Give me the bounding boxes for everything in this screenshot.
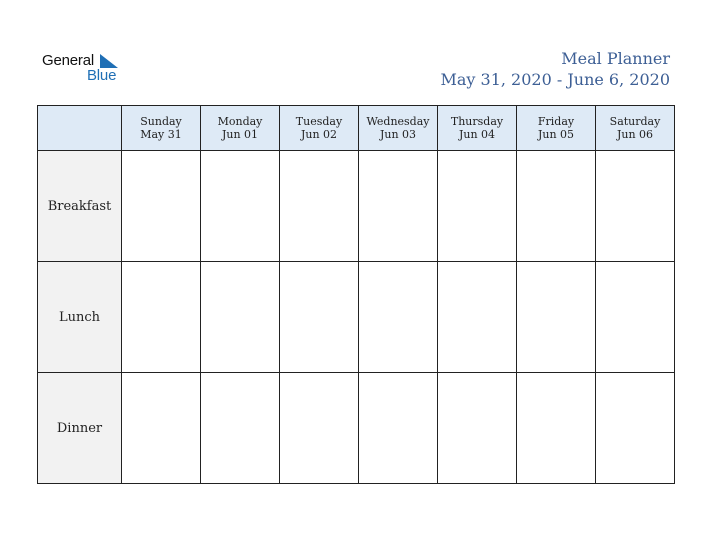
meal-cell[interactable]	[596, 151, 675, 262]
meal-cell[interactable]	[438, 262, 517, 373]
meal-cell[interactable]	[596, 262, 675, 373]
meal-cell[interactable]	[122, 151, 201, 262]
day-header-thursday	[438, 106, 517, 151]
meal-cell[interactable]	[280, 262, 359, 373]
header-row	[38, 106, 675, 151]
date-range: May 31, 2020 - June 6, 2020	[440, 70, 670, 89]
day-date: Jun 03	[379, 128, 417, 141]
meal-cell[interactable]	[517, 262, 596, 373]
day-date: Jun 06	[616, 128, 654, 141]
meal-cell[interactable]	[359, 262, 438, 373]
meal-label: Dinner	[38, 373, 122, 484]
day-name: Wednesday	[366, 115, 430, 128]
corner-cell	[38, 106, 122, 151]
logo-triangle-icon	[100, 54, 118, 68]
meal-cell[interactable]	[280, 151, 359, 262]
day-header-monday	[201, 106, 280, 151]
day-name: Tuesday	[295, 115, 343, 128]
meal-cell[interactable]	[280, 373, 359, 484]
meal-cell[interactable]	[359, 151, 438, 262]
day-date: Jun 04	[458, 128, 496, 141]
page-title: Meal Planner	[561, 49, 670, 68]
logo-text-blue: Blue	[87, 67, 117, 84]
meal-cell[interactable]	[201, 262, 280, 373]
day-name: Thursday	[450, 115, 504, 128]
day-header-wednesday	[359, 106, 438, 151]
generalblue-logo	[42, 52, 132, 88]
meal-planner-grid	[37, 105, 675, 484]
meal-cell[interactable]	[359, 373, 438, 484]
day-date: Jun 05	[537, 128, 575, 141]
meal-row-lunch	[38, 262, 675, 373]
meal-cell[interactable]	[201, 151, 280, 262]
meal-cell[interactable]	[201, 373, 280, 484]
logo-text-general: General	[42, 52, 94, 69]
day-header-tuesday	[280, 106, 359, 151]
meal-label: Lunch	[38, 262, 122, 373]
meal-label: Breakfast	[38, 151, 122, 262]
day-name: Friday	[537, 115, 575, 128]
day-name: Sunday	[140, 115, 182, 128]
meal-cell[interactable]	[438, 151, 517, 262]
day-date: Jun 01	[221, 128, 259, 141]
page-title-block	[440, 49, 670, 91]
day-name: Monday	[217, 115, 263, 128]
meal-cell[interactable]	[438, 373, 517, 484]
meal-row-dinner	[38, 373, 675, 484]
day-date: May 31	[140, 128, 182, 141]
meal-row-breakfast	[38, 151, 675, 262]
day-name: Saturday	[609, 115, 661, 128]
day-header-sunday	[122, 106, 201, 151]
meal-cell[interactable]	[517, 151, 596, 262]
meal-cell[interactable]	[122, 262, 201, 373]
meal-cell[interactable]	[122, 373, 201, 484]
meal-cell[interactable]	[596, 373, 675, 484]
day-header-saturday	[596, 106, 675, 151]
meal-cell[interactable]	[517, 373, 596, 484]
day-header-friday	[517, 106, 596, 151]
day-date: Jun 02	[300, 128, 338, 141]
